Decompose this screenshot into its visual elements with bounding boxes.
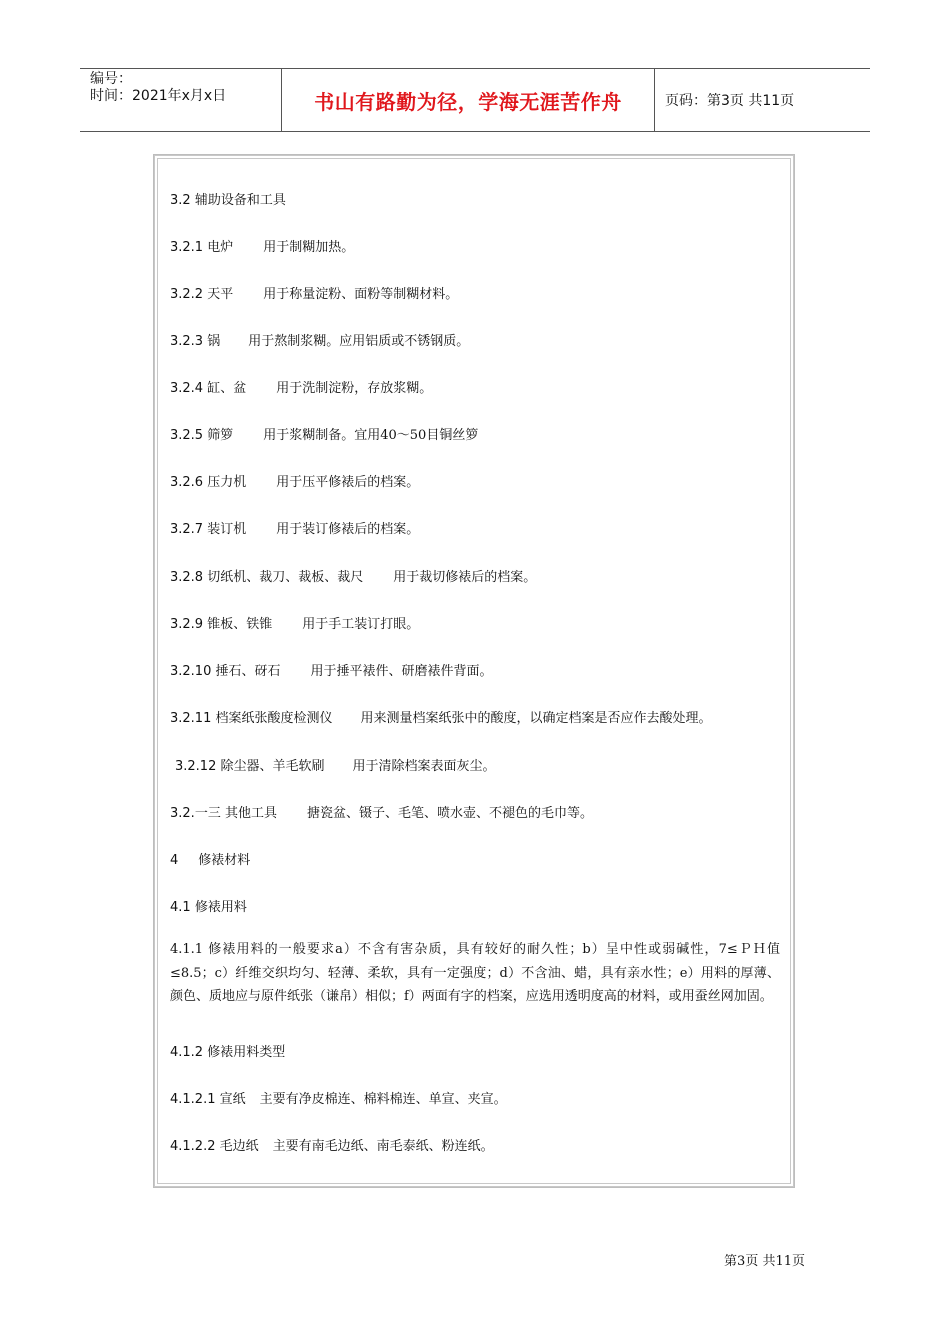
paragraph-4-1-1: 4.1.1 修裱用料的一般要求a）不含有害杂质，具有较好的耐久性；b）呈中性或弱碱性，7≤ＰＨ值≤8.5；c）纤维交织均匀、轻薄、柔软，具有一定强度；d）不含油、蜡，具有亲水性；e）用料的厚薄、颜色、质地应与原件纸张（谦帛）相似；f）两面有字的档案，应选用透明度高的材料，或用蚕丝网加固。	[170, 942, 780, 1004]
section-line: 3.2.11 档案纸张酸度检测仪 用来测量档案纸张中的酸度，以确定档案是否应作去酸处理。	[170, 711, 712, 726]
header-page-number: 页码：第3页 共11页	[665, 93, 795, 109]
header-page-cell	[655, 69, 870, 131]
doc-code-label: 编号：	[90, 71, 132, 87]
section-line: 3.2.12 除尘器、羊毛软刷 用于清除档案表面灰尘。	[175, 759, 496, 774]
section-line: 3.2.2 天平 用于称量淀粉、面粉等制糊材料。	[170, 287, 459, 302]
section-line: 3.2 辅助设备和工具	[170, 193, 286, 208]
header-meta	[80, 69, 281, 131]
section-line: 3.2.1 电炉 用于制糊加热。	[170, 240, 355, 255]
section-line: 4.1.2.1 宣纸 主要有净皮棉连、棉料棉连、单宣、夹宣。	[170, 1092, 507, 1107]
section-line: 3.2.4 缸、盆 用于洗制淀粉，存放浆糊。	[170, 381, 433, 396]
header-motto-cell	[281, 69, 655, 131]
section-line: 3.2.5 筛箩 用于浆糊制备。宜用40～50目铜丝箩	[170, 428, 479, 443]
section-line: 3.2.3 锅 用于熬制浆糊。应用铝质或不锈钢质。	[170, 334, 470, 349]
section-heading: 4 修裱材料	[170, 853, 251, 868]
section-line: 3.2.7 装订机 用于装订修裱后的档案。	[170, 522, 420, 537]
section-line: 3.2.8 切纸机、裁刀、裁板、裁尺 用于裁切修裱后的档案。	[170, 570, 537, 585]
section-heading: 4.1.2 修裱用料类型	[170, 1045, 286, 1060]
page-footer: 第3页 共11页	[724, 1254, 805, 1269]
section-line: 3.2.9 锥板、铁锥 用于手工装订打眼。	[170, 617, 420, 632]
section-line: 3.2.一三 其他工具 搪瓷盆、镊子、毛笔、喷水壶、不褪色的毛巾等。	[170, 806, 593, 821]
section-line: 3.2.6 压力机 用于压平修裱后的档案。	[170, 475, 420, 490]
section-line: 3.2.10 捶石、砑石 用于捶平裱件、研磨裱件背面。	[170, 664, 493, 679]
section-line: 4.1.2.2 毛边纸 主要有南毛边纸、南毛泰纸、粉连纸。	[170, 1139, 494, 1154]
header-motto: 书山有路勤为径，学海无涯苦作舟	[314, 89, 622, 114]
section-heading: 4.1 修裱用料	[170, 900, 247, 915]
doc-time-label: 时间：2021年x月x日	[90, 88, 227, 104]
page-header	[80, 68, 870, 132]
